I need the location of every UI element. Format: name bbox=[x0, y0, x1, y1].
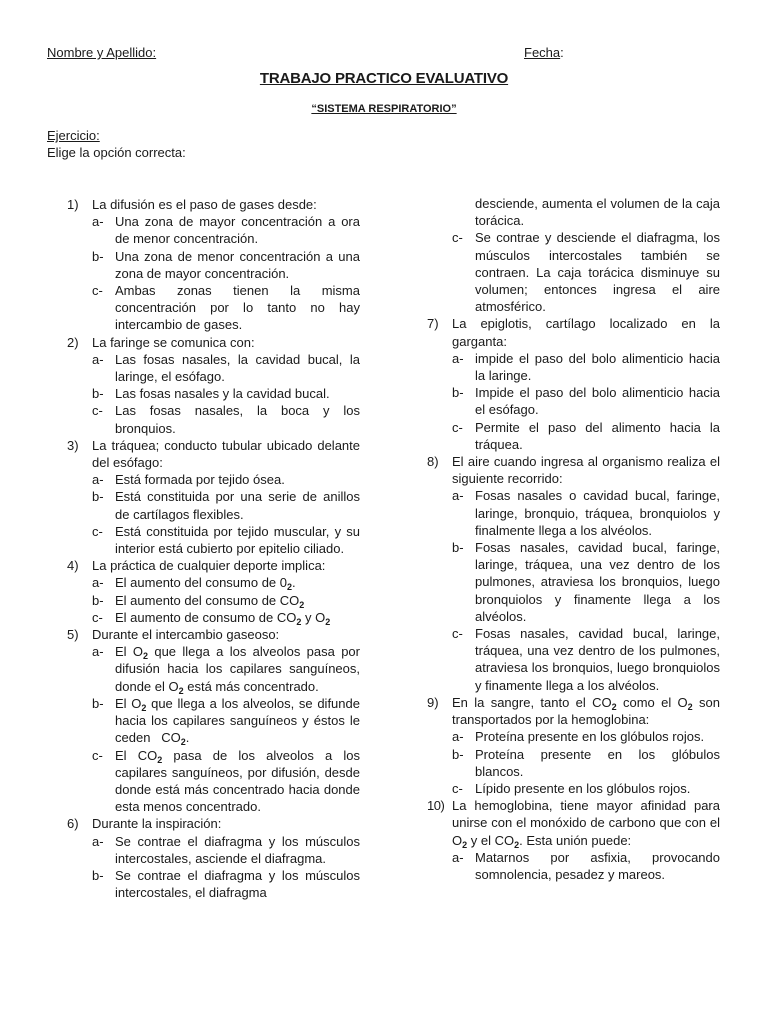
option-6c bbox=[452, 229, 720, 315]
option-letter: b- bbox=[92, 867, 104, 883]
question-text: El aire cuando ingresa al organismo realiza el siguiente recorrido: bbox=[452, 454, 720, 487]
question-text: Durante la inspiración: bbox=[92, 816, 222, 832]
option-9a bbox=[452, 728, 720, 745]
question-5 bbox=[67, 626, 360, 643]
text-part: El aumento del consumo de 0 bbox=[115, 575, 287, 591]
question-number: 1) bbox=[67, 197, 79, 212]
option-letter: b- bbox=[452, 746, 464, 762]
question-text: Durante el intercambio gaseoso: bbox=[92, 627, 280, 643]
text-part: como el O bbox=[616, 694, 688, 710]
text-part: que llega a los alveolos, se difunde hacia los capilares sanguíneos y éstos le ceden CO bbox=[115, 695, 364, 746]
option-text: Se contrae el diafragma y los músculos intercostales, asciende el diafragma. bbox=[115, 833, 360, 866]
option-text: Las fosas nasales, la boca y los bronquios. bbox=[115, 403, 360, 436]
option-text: impide el paso del bolo alimenticio hacia la laringe. bbox=[475, 350, 720, 384]
option-2c bbox=[92, 402, 360, 436]
option-letter: c- bbox=[92, 283, 103, 299]
option-letter: a- bbox=[452, 729, 464, 745]
option-text: Fosas nasales, cavidad bucal, faringe, laringe, tráquea, una vez dentro de los pulmones, atraviesa los bronquios, luego bronquiolos y finamente llega a los alvéolos. bbox=[475, 540, 720, 624]
text-part: . bbox=[292, 575, 296, 591]
option-7b bbox=[452, 384, 720, 418]
option-letter: a- bbox=[92, 644, 104, 660]
option-6b bbox=[92, 867, 360, 901]
option-text: Fosas nasales o cavidad bucal, faringe, laringe, bronquio, tráquea, bronquiolos y finalmente llega a los alvéolos. bbox=[475, 488, 720, 538]
subscript: 2 bbox=[325, 616, 331, 627]
option-letter: b- bbox=[452, 385, 464, 401]
option-8c bbox=[452, 625, 720, 694]
option-text: Ambas zonas tienen la misma concentración por lo tanto no hay intercambio de gases. bbox=[115, 283, 360, 333]
left-column bbox=[67, 196, 364, 901]
option-text: Proteína presente en los glóbulos blancos. bbox=[475, 746, 720, 779]
question-text: La difusión es el paso de gases desde: bbox=[92, 197, 317, 212]
subscript: 2 bbox=[514, 839, 520, 850]
option-letter: b- bbox=[92, 248, 104, 264]
question-number: 3) bbox=[67, 437, 79, 453]
option-6a bbox=[92, 833, 360, 867]
question-number: 8) bbox=[427, 454, 439, 470]
option-1a bbox=[92, 213, 360, 247]
option-1b bbox=[92, 248, 360, 282]
option-letter: b- bbox=[92, 386, 104, 402]
subscript: 2 bbox=[157, 754, 163, 765]
subscript: 2 bbox=[287, 582, 293, 593]
option-letter: c- bbox=[92, 747, 103, 763]
option-text bbox=[115, 592, 360, 609]
date-label: Fecha bbox=[524, 45, 561, 60]
option-7c bbox=[452, 419, 720, 453]
option-text bbox=[115, 643, 360, 695]
text-part: El aumento de consumo de CO bbox=[115, 609, 297, 625]
option-letter: c- bbox=[452, 780, 463, 796]
option-text: Las fosas nasales y la cavidad bucal. bbox=[115, 386, 330, 402]
name-label: Nombre y Apellido: bbox=[47, 45, 157, 60]
text-part: . Esta unión puede: bbox=[519, 832, 632, 848]
option-letter: a- bbox=[92, 351, 104, 367]
option-text: Está constituida por tejido muscular, y su interior está cubierto por epitelio ciliado. bbox=[115, 523, 360, 557]
question-number: 2) bbox=[67, 334, 79, 350]
option-text: Proteína presente en los glóbulos rojos. bbox=[475, 729, 705, 745]
question-number: 7) bbox=[427, 316, 439, 332]
option-5a bbox=[92, 643, 360, 695]
header-row bbox=[47, 44, 721, 62]
option-text: Lípido presente en los glóbulos rojos. bbox=[475, 780, 691, 796]
option-text: Se contrae el diafragma y los músculos intercostales, el diafragma bbox=[115, 867, 360, 901]
option-text bbox=[115, 609, 360, 626]
option-letter: c- bbox=[92, 609, 103, 625]
option-letter: a- bbox=[92, 833, 104, 849]
option-letter: a- bbox=[452, 350, 464, 366]
option-10a bbox=[452, 849, 720, 883]
option-7a bbox=[452, 350, 720, 384]
exercise-block bbox=[47, 127, 186, 161]
option-text: Está constituida por una serie de anillos de cartílagos flexibles. bbox=[115, 489, 360, 522]
question-7 bbox=[427, 315, 720, 349]
option-8a bbox=[452, 487, 720, 539]
date-field bbox=[524, 44, 564, 61]
text-part: La hemoglobina, tiene mayor afinidad para unirse con el monóxido de carbono que con el O bbox=[452, 798, 720, 848]
question-4 bbox=[67, 557, 360, 574]
option-text: Una zona de menor concentración a una zona de mayor concentración. bbox=[115, 248, 360, 281]
page-subtitle: “SISTEMA RESPIRATORIO” bbox=[311, 103, 457, 115]
option-9c bbox=[452, 780, 720, 797]
option-3a bbox=[92, 471, 360, 488]
question-6 bbox=[67, 815, 360, 832]
option-letter: c- bbox=[92, 403, 103, 419]
question-text: La tráquea; conducto tubular ubicado delante del esófago: bbox=[92, 437, 360, 471]
text-part: El aumento del consumo de CO bbox=[115, 592, 300, 608]
text-part: está más concentrado. bbox=[183, 678, 319, 694]
subscript: 2 bbox=[299, 599, 305, 610]
text-part: son transportados por la hemoglobina: bbox=[452, 694, 720, 728]
option-1c bbox=[92, 282, 360, 334]
option-text: Permite el paso del alimento hacia la tráquea. bbox=[475, 419, 720, 452]
right-column bbox=[427, 195, 720, 883]
question-number: 6) bbox=[67, 816, 79, 832]
option-text: Una zona de mayor concentración a ora de menor concentración. bbox=[115, 214, 360, 247]
text-part: El O bbox=[115, 644, 143, 660]
option-6b-continued: desciende, aumenta el volumen de la caja torácica. bbox=[475, 196, 720, 229]
question-text bbox=[452, 694, 720, 728]
question-number: 9) bbox=[427, 694, 439, 710]
option-letter: a- bbox=[452, 488, 464, 504]
text-part: En la sangre, tanto el CO bbox=[452, 694, 612, 710]
subscript: 2 bbox=[687, 701, 693, 712]
question-text: La práctica de cualquier deporte implica: bbox=[92, 558, 326, 574]
question-3 bbox=[67, 437, 360, 471]
text-part: . bbox=[185, 730, 190, 746]
option-text bbox=[115, 695, 364, 748]
date-colon: : bbox=[560, 45, 564, 60]
text-part: y el CO bbox=[467, 832, 515, 848]
text-part: que llega a los alveolos pasa por difusión hacia los capilares sanguíneos, donde el O bbox=[115, 644, 360, 694]
option-text: Impide el paso del bolo alimenticio hacia el esófago. bbox=[475, 385, 720, 418]
option-3b bbox=[92, 488, 360, 522]
question-2 bbox=[67, 334, 360, 351]
option-letter: c- bbox=[452, 626, 463, 642]
option-letter: b- bbox=[452, 540, 464, 556]
option-2a bbox=[92, 351, 360, 385]
option-3c bbox=[92, 523, 360, 557]
question-8 bbox=[427, 453, 720, 487]
subscript: 2 bbox=[180, 737, 186, 748]
subscript: 2 bbox=[462, 839, 468, 850]
subscript: 2 bbox=[143, 651, 149, 662]
page-title: TRABAJO PRACTICO EVALUATIVO bbox=[259, 70, 509, 87]
text-part: y O bbox=[301, 609, 326, 625]
subscript: 2 bbox=[296, 616, 302, 627]
text-part: El CO bbox=[115, 747, 158, 763]
exercise-instruction: Elige la opción correcta: bbox=[47, 145, 186, 161]
option-8b bbox=[452, 539, 720, 625]
text-part: El O bbox=[115, 695, 142, 711]
question-text: La epiglotis, cartílago localizado en la garganta: bbox=[452, 316, 720, 349]
option-4b bbox=[92, 592, 360, 609]
option-4a bbox=[92, 574, 360, 591]
option-letter: a- bbox=[92, 575, 104, 591]
option-5b bbox=[92, 695, 364, 748]
question-number: 5) bbox=[67, 627, 79, 643]
subscript: 2 bbox=[178, 685, 184, 696]
option-letter: c- bbox=[452, 419, 463, 435]
option-text: Matarnos por asfixia, provocando somnolencia, pesadez y mareos. bbox=[475, 849, 720, 882]
question-9 bbox=[427, 694, 720, 728]
option-4c bbox=[92, 609, 360, 626]
option-text bbox=[115, 574, 360, 591]
question-number: 4) bbox=[67, 558, 79, 574]
question-text bbox=[452, 797, 720, 849]
exercise-label: Ejercicio: bbox=[47, 128, 100, 143]
question-text: La faringe se comunica con: bbox=[92, 334, 255, 350]
question-10 bbox=[427, 797, 720, 849]
option-text: Se contrae y desciende el diafragma, los músculos intercostales también se contraen. La caja torácica disminuye su volumen; entonces ingresa el aire atmosférico. bbox=[475, 230, 720, 315]
option-letter: b- bbox=[92, 592, 104, 608]
option-2b bbox=[92, 385, 360, 402]
subscript: 2 bbox=[141, 702, 147, 713]
option-letter: a- bbox=[92, 214, 104, 230]
option-letter: c- bbox=[452, 230, 463, 246]
question-number: 10) bbox=[427, 798, 445, 814]
option-letter: a- bbox=[452, 849, 464, 865]
option-text bbox=[115, 747, 360, 816]
question-1 bbox=[67, 196, 360, 213]
option-letter: b- bbox=[92, 489, 104, 505]
option-text: Las fosas nasales, la cavidad bucal, la laringe, el esófago. bbox=[115, 351, 360, 385]
option-letter: a- bbox=[92, 472, 104, 488]
subscript: 2 bbox=[611, 701, 617, 712]
option-5c bbox=[92, 747, 360, 816]
option-letter: c- bbox=[92, 523, 103, 539]
text-part: pasa de los alveolos a los capilares sanguíneos, por difusión, desde donde está más concentrado hacia donde esta menos concentrado. bbox=[115, 747, 360, 815]
option-9b bbox=[452, 746, 720, 780]
option-text: Fosas nasales, cavidad bucal, laringe, tráquea, una vez dentro de los pulmones, atraviesa los bronquios, luego bronquiolos y finamente llega a los alvéolos. bbox=[475, 626, 720, 693]
option-text: Está formada por tejido ósea. bbox=[115, 472, 285, 488]
option-letter: b- bbox=[92, 695, 104, 711]
